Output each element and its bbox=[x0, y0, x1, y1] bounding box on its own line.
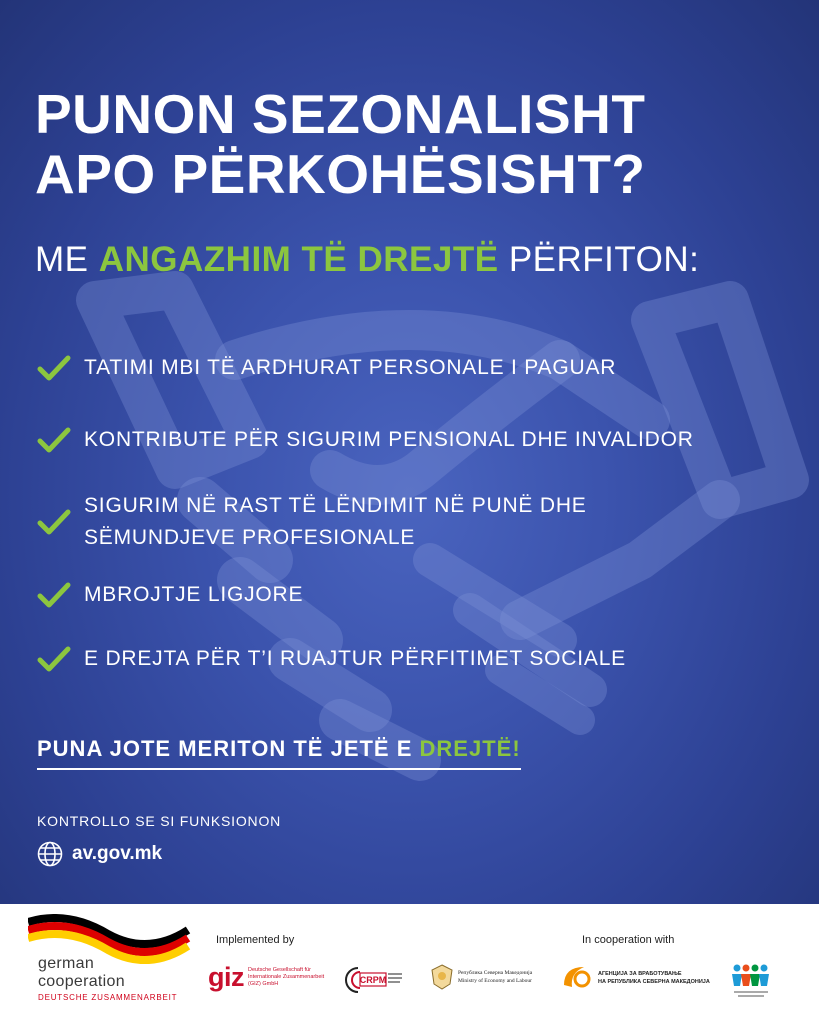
benefit-text: TATIMI MBI TË ARDHURAT PERSONALE I PAGUAR bbox=[84, 356, 617, 379]
call-to-action bbox=[37, 736, 521, 770]
people-logo bbox=[730, 962, 772, 1000]
crpm-text: CRPM bbox=[359, 975, 387, 985]
gc-line-3: DEUTSCHE ZUSAMMENARBEIT bbox=[38, 993, 178, 1002]
benefit-text bbox=[84, 490, 587, 554]
check-icon bbox=[37, 581, 71, 609]
ministry-logo bbox=[430, 964, 532, 990]
check-how-label: KONTROLLO SE SI FUNKSIONON bbox=[37, 813, 282, 829]
ministry-name-en: Ministry of Economy and Labour bbox=[458, 978, 532, 984]
check-icon bbox=[37, 354, 71, 382]
globe-icon bbox=[37, 841, 63, 867]
cta-highlight: DREJTË! bbox=[419, 736, 521, 761]
check-icon bbox=[37, 645, 71, 673]
employment-agency-logo bbox=[560, 963, 710, 993]
subhead-highlight: ANGAZHIM TË DREJTË bbox=[98, 240, 499, 279]
check-icon bbox=[37, 426, 71, 454]
check-icon bbox=[37, 508, 71, 536]
ministry-name-mk: Република Северна Македонија bbox=[458, 970, 533, 976]
giz-description: Deutsche Gesellschaft für Internationale Zusammenarbeit (GIZ) GmbH bbox=[248, 967, 325, 987]
giz-mark: giz bbox=[208, 962, 244, 992]
subhead-after: PËRFITON: bbox=[498, 240, 700, 279]
benefit-item bbox=[37, 579, 303, 611]
website-url[interactable]: av.gov.mk bbox=[72, 843, 163, 864]
headline-line-1: PUNON SEZONALISHT bbox=[35, 83, 646, 145]
benefit-item bbox=[37, 490, 587, 554]
cooperation-label: In cooperation with bbox=[582, 934, 675, 946]
benefit-text-line-1: SIGURIM NË RAST TË LËNDIMIT NË PUNË DHE bbox=[84, 494, 587, 517]
giz-logo bbox=[208, 962, 328, 993]
headline bbox=[35, 84, 795, 204]
benefit-item bbox=[37, 643, 626, 675]
benefit-item bbox=[37, 352, 616, 384]
employment-agency-icon bbox=[560, 963, 594, 993]
benefit-text-line-2: SËMUNDJEVE PROFESIONALE bbox=[84, 526, 416, 549]
website-link[interactable] bbox=[37, 841, 162, 867]
benefit-text: MBROJTJE LIGJORE bbox=[84, 583, 304, 606]
coat-of-arms-icon bbox=[430, 964, 454, 990]
cta-before: PUNA JOTE MERITON TË JETË E bbox=[37, 736, 420, 761]
benefit-text: E DREJTA PËR T’I RUAJTUR PËRFITIMET SOCIALE bbox=[84, 647, 626, 670]
subhead bbox=[35, 240, 699, 280]
agency-name-line-2: НА РЕПУБЛИКА СЕВЕРНА МАКЕДОНИЈА bbox=[598, 979, 710, 985]
subhead-before: ME bbox=[35, 240, 99, 279]
gc-line-1: german bbox=[38, 955, 95, 972]
headline-line-2: APO PËRKOHËSISHT? bbox=[35, 143, 646, 205]
gc-line-2: cooperation bbox=[38, 973, 125, 990]
agency-name-line-1: АГЕНЦИЈА ЗА ВРАБОТУВАЊЕ bbox=[598, 971, 682, 977]
benefit-text: KONTRIBUTE PËR SIGURIM PENSIONAL DHE INVALIDOR bbox=[84, 428, 694, 451]
implemented-by-label: Implemented by bbox=[216, 934, 295, 946]
crpm-logo bbox=[342, 964, 404, 996]
benefit-item bbox=[37, 424, 694, 456]
